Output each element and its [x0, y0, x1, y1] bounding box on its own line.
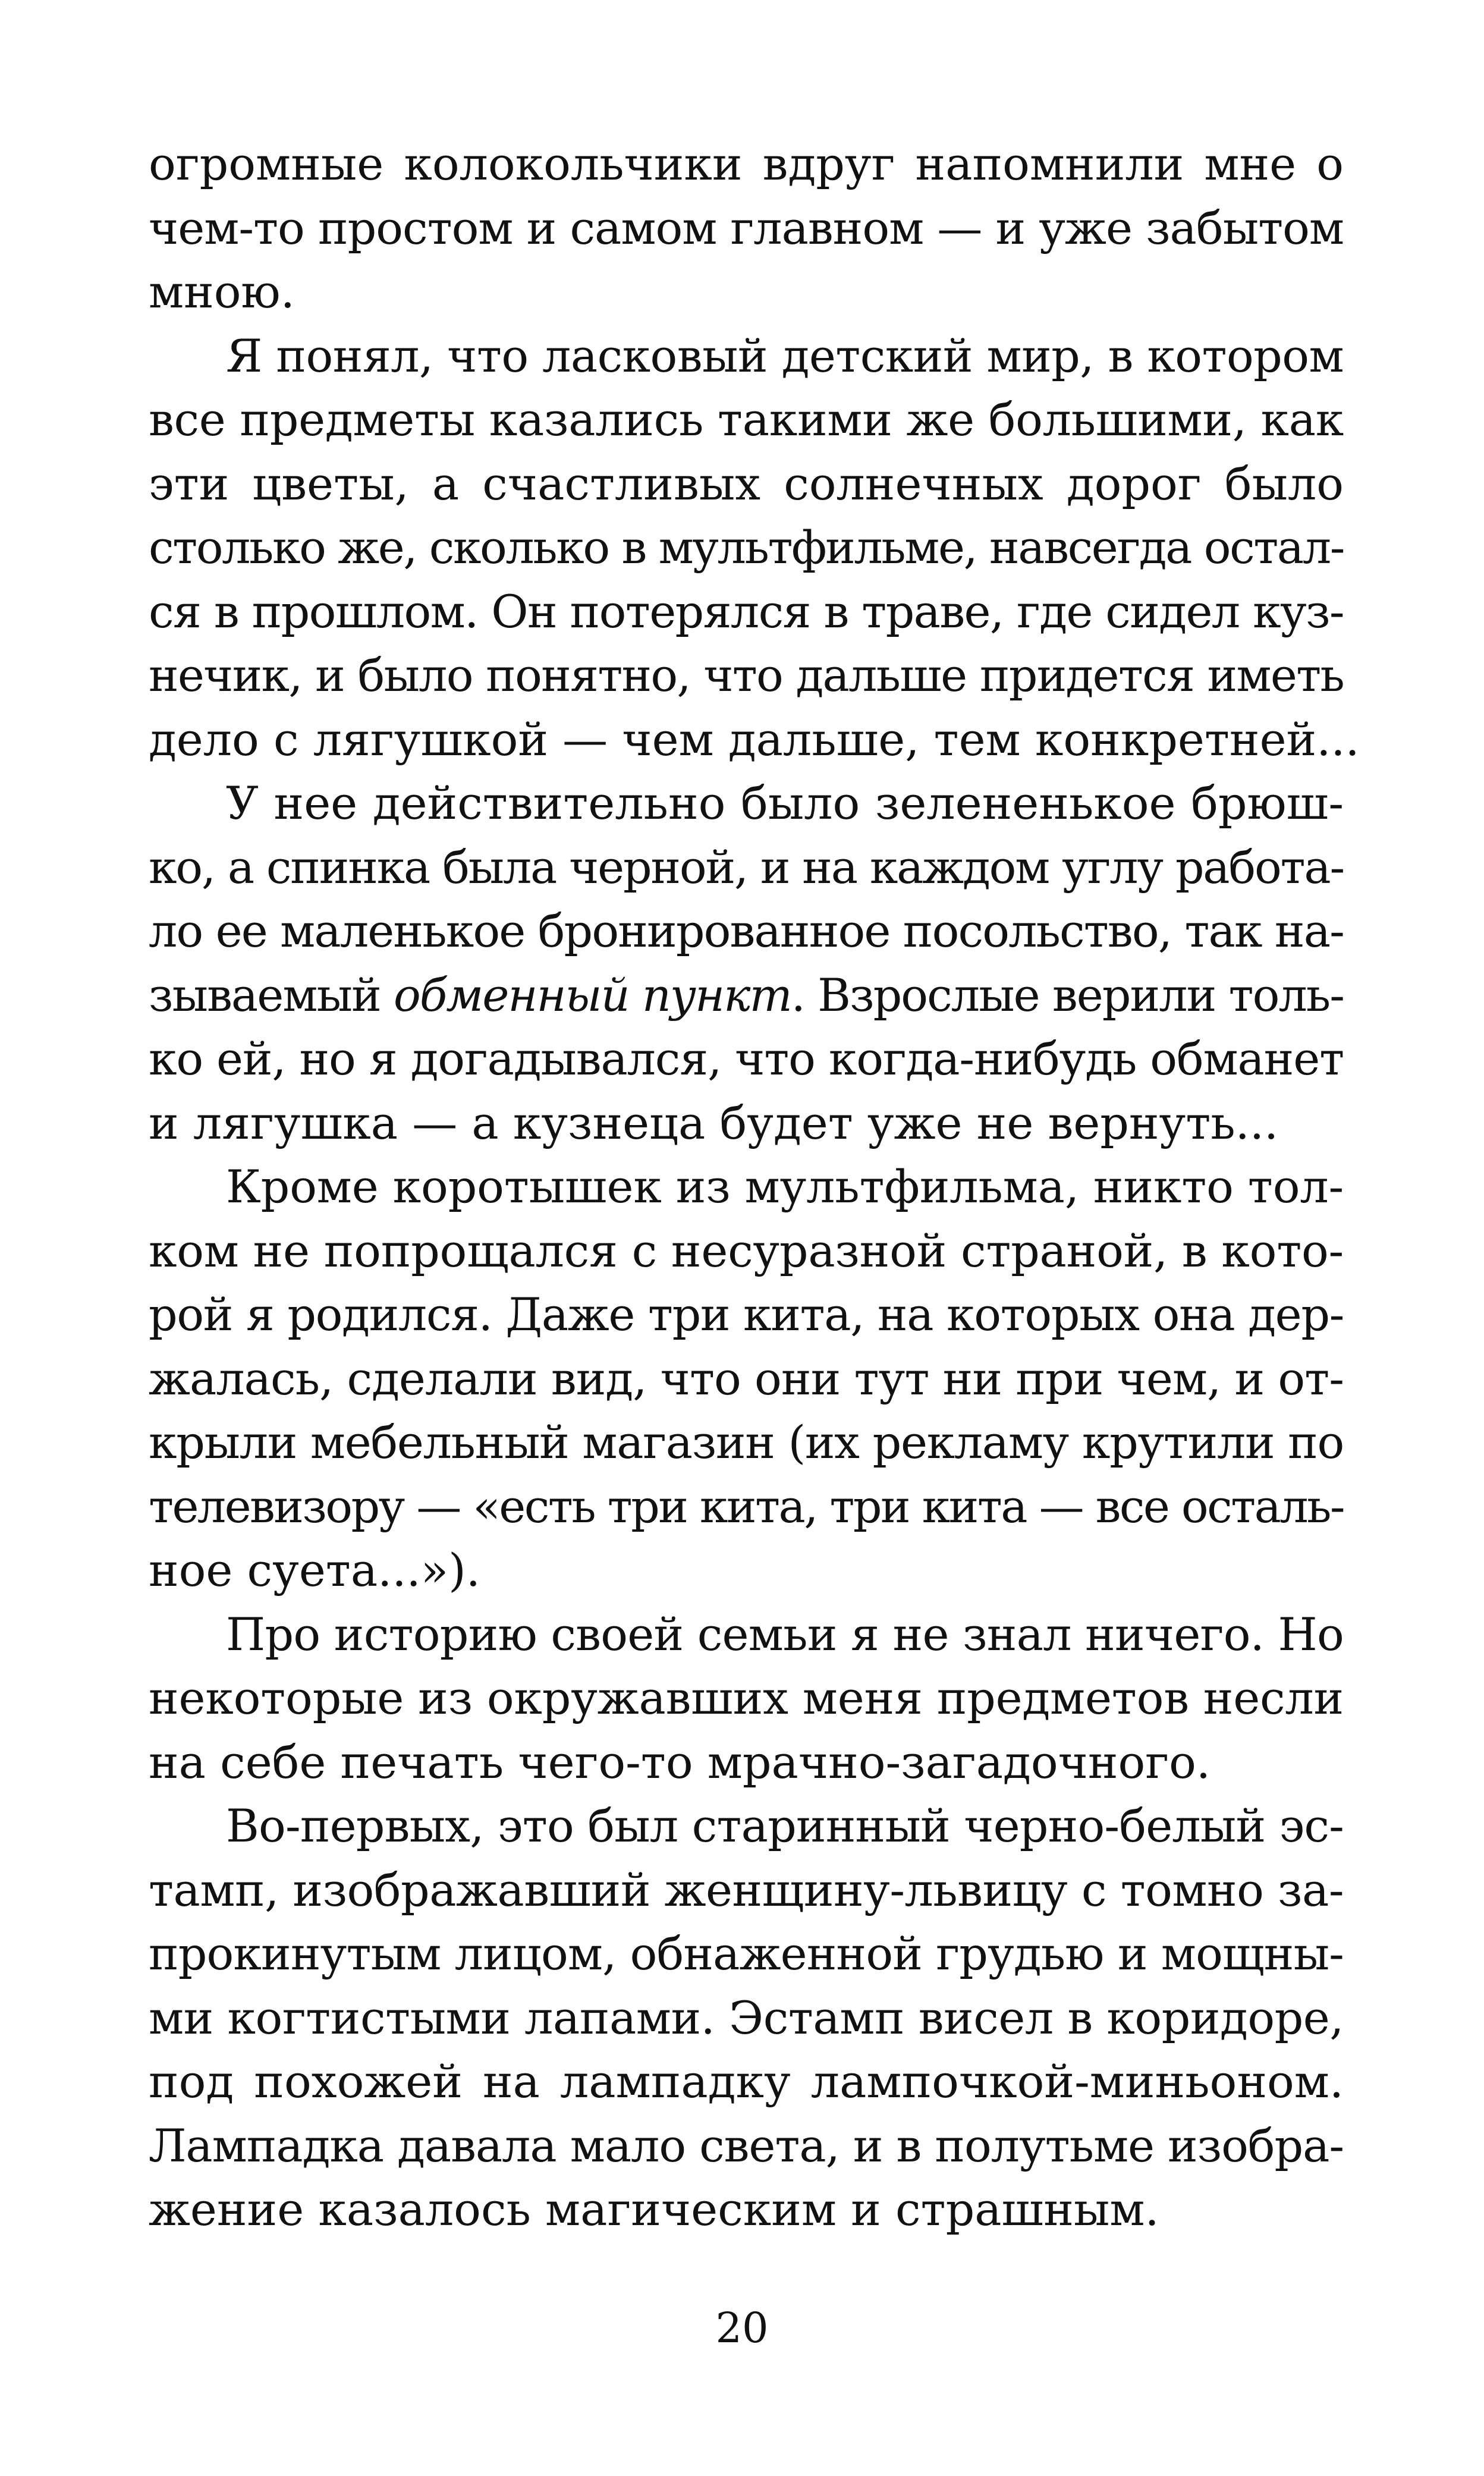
text-line: на себе печать чего-то мрачно-загадочного.: [149, 1735, 1211, 1789]
text-line: ми когтистыми лапами. Эстамп висел в коридоре,: [149, 1991, 1344, 2044]
body-text: [149, 132, 1360, 2242]
page-number: 20: [715, 2304, 769, 2352]
text-line: ное суета...»).: [149, 1544, 480, 1597]
text-line: все предметы казались такими же большими, как: [149, 393, 1344, 446]
text-line: столько же, сколько в мультфильме, навсегда остал-: [149, 521, 1344, 574]
text-segment: зываемый: [149, 968, 394, 1022]
paragraph-first-line: Про историю своей семьи я не знал ничего. Но: [226, 1607, 1344, 1661]
text-line: мною.: [149, 265, 295, 318]
paragraph-first-line: Кроме коротышек из мультфильма, никто тол-: [226, 1160, 1344, 1213]
text-line: тамп, изображавший женщину-львицу с томно за-: [149, 1863, 1344, 1916]
text-line: прокинутым лицом, обнаженной грудью и мощны-: [149, 1927, 1344, 1980]
paragraph-first-line: У нее действительно было зелененькое брюш-: [226, 777, 1344, 829]
text-line: огромные колокольчики вдруг напомнили мне о: [149, 137, 1344, 190]
text-line: нечик, и было понятно, что дальше придется иметь: [149, 649, 1344, 702]
text-line: ко ей, но я догадывался, что когда-нибудь обманет: [149, 1032, 1344, 1085]
text-line: [149, 963, 1344, 1028]
text-line: Лампадка давала мало света, и в полутьме изобра-: [149, 2119, 1344, 2172]
text-line: под похожей на лампадку лампочкой-миньоном.: [149, 2055, 1344, 2108]
paragraph-first-line: Во-первых, это был старинный черно-белый эс-: [226, 1799, 1344, 1852]
italic-term: обменный пункт: [394, 968, 791, 1022]
text-line: рой я родился. Даже три кита, на которых она дер-: [149, 1288, 1344, 1341]
text-line: эти цветы, а счастливых солнечных дорог было: [149, 457, 1344, 510]
text-line: телевизору — «есть три кита, три кита — все осталь-: [149, 1479, 1344, 1533]
text-line: ком не попрощался с несуразной страной, в кото-: [149, 1224, 1344, 1277]
paragraph-first-line: Я понял, что ласковый детский мир, в котором: [226, 329, 1344, 382]
text-line: ко, а спинка была черной, и на каждом углу работа-: [149, 840, 1344, 894]
text-line: и лягушка — а кузнеца будет уже не вернуть...: [149, 1096, 1279, 1149]
text-line: некоторые из окружавших меня предметов несли: [149, 1671, 1344, 1724]
text-line: чем-то простом и самом главном — и уже забытом: [149, 201, 1344, 254]
text-segment: . Взрослые верили толь-: [791, 968, 1344, 1022]
text-line: дело с лягушкой — чем дальше, тем конкретней...: [149, 712, 1360, 766]
text-line: крыли мебельный магазин (их рекламу крутили по: [149, 1416, 1344, 1469]
text-line: ло ее маленькое бронированное посольство, так на-: [149, 904, 1344, 957]
text-line: ся в прошлом. Он потерялся в траве, где сидел куз-: [149, 585, 1344, 638]
text-line: жалась, сделали вид, что они тут ни при чем, и от-: [149, 1352, 1344, 1405]
text-line: жение казалось магическим и страшным.: [149, 2183, 1159, 2236]
